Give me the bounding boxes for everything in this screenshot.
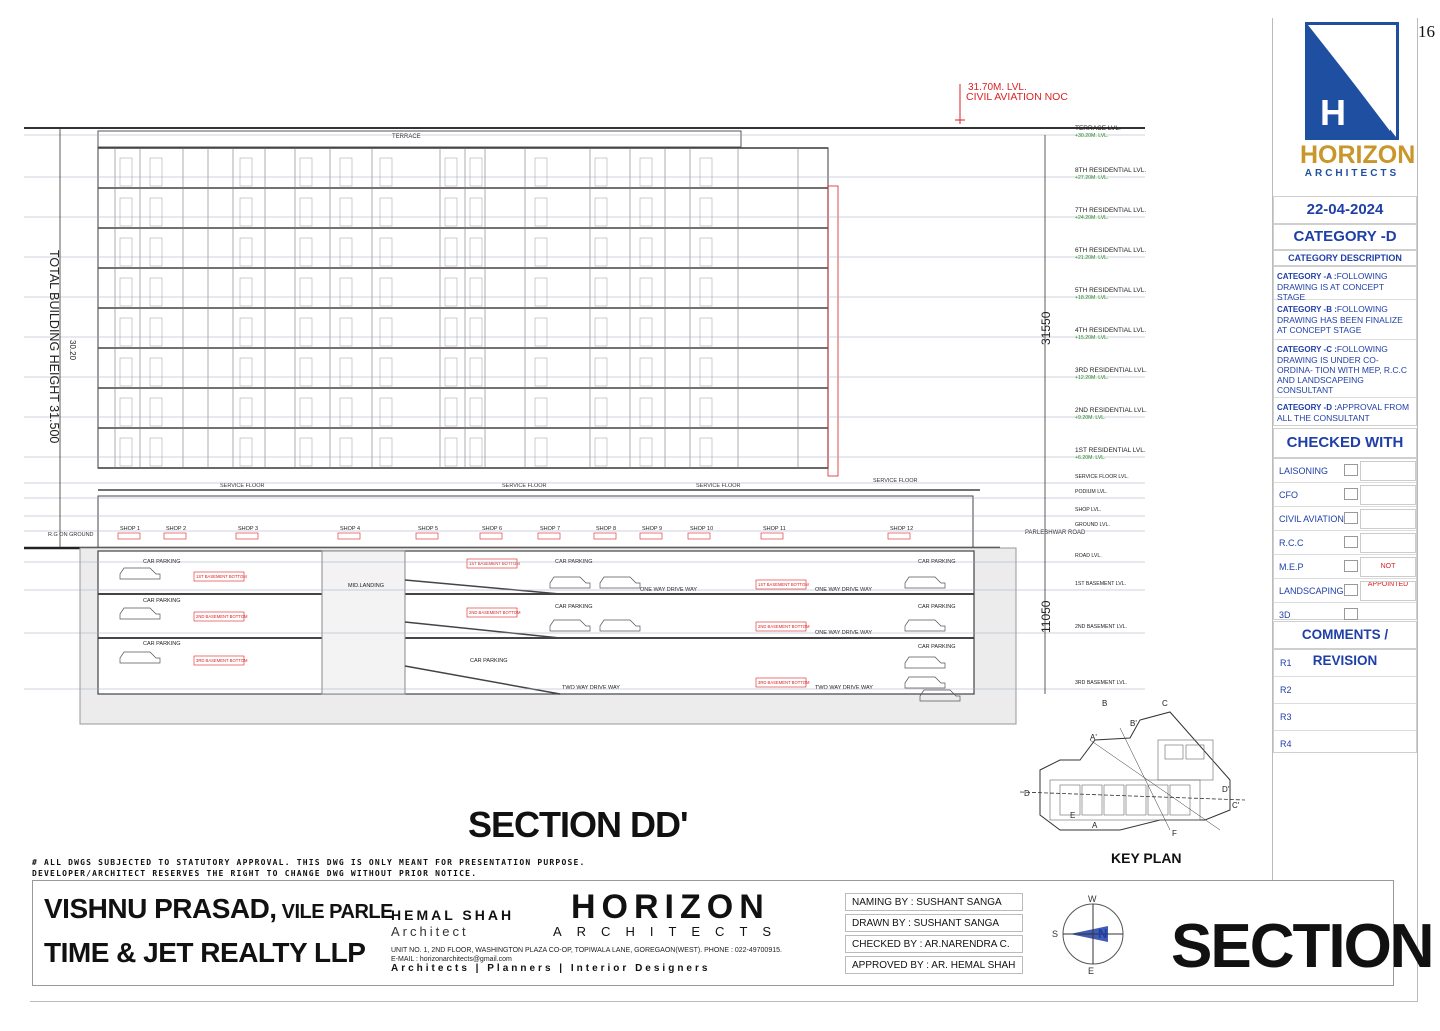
basement-annotation: CAR PARKING	[470, 658, 508, 664]
key-plan	[1020, 699, 1245, 838]
firm-address	[391, 946, 782, 964]
basement-annotation: CAR PARKING	[143, 559, 181, 565]
window	[120, 238, 132, 266]
checked-with-title: CHECKED WITH	[1273, 428, 1417, 458]
window	[445, 278, 457, 306]
level-name: 5TH RESIDENTIAL LVL.	[1075, 287, 1147, 294]
window	[595, 398, 607, 426]
shops-row	[98, 496, 973, 548]
basement-annotation: CAR PARKING	[918, 559, 956, 565]
sheet-border-right	[1417, 18, 1418, 1002]
window	[445, 198, 457, 226]
basement-annotation: CAR PARKING	[918, 604, 956, 610]
service-floor-label-3: SERVICE FLOOR	[696, 483, 741, 489]
window	[535, 278, 547, 306]
level-name: 7TH RESIDENTIAL LVL.	[1075, 207, 1147, 214]
level-name: 6TH RESIDENTIAL LVL.	[1075, 247, 1147, 254]
level-name: 3RD RESIDENTIAL LVL.	[1075, 367, 1147, 374]
level-value: +27.20M. LVL.	[1075, 175, 1109, 181]
window	[640, 318, 652, 346]
window	[120, 438, 132, 466]
basement-annotation: TWO WAY DRIVE WAY	[815, 685, 873, 691]
window	[535, 318, 547, 346]
road-label: PARLESHWAR ROAD	[1025, 530, 1086, 536]
shop-tag	[594, 533, 616, 539]
window	[700, 318, 712, 346]
shop-tag	[688, 533, 710, 539]
section-title: SECTION DD'	[468, 804, 688, 845]
window	[150, 438, 162, 466]
category-list	[1273, 266, 1417, 426]
shop-tag	[480, 533, 502, 539]
category-item: CATEGORY -C :FOLLOWING DRAWING IS UNDER CO-ORDINA- TION WITH MEP, R.C.C AND LANDSCAPEING CONSULTANT	[1274, 339, 1416, 397]
window	[150, 238, 162, 266]
check-row: LAISONING	[1274, 459, 1416, 482]
window	[595, 318, 607, 346]
shop-tag	[118, 533, 140, 539]
shop-tag	[416, 533, 438, 539]
basement-bottom-label: 2ND BASEMENT BOTTOM	[469, 610, 521, 615]
shop-label: SHOP 4	[340, 526, 361, 532]
window	[470, 158, 482, 186]
window	[380, 198, 392, 226]
basement-annotation: MID.LANDING	[348, 583, 385, 589]
revision-row: R3	[1274, 703, 1416, 730]
window	[595, 238, 607, 266]
shop-label: SHOP 3	[238, 526, 259, 532]
key-plan-letter: B	[1102, 699, 1108, 708]
dim-31550: 31550	[1039, 311, 1053, 345]
shop-tag	[338, 533, 360, 539]
shop-block	[98, 496, 973, 548]
check-row: CFO	[1274, 482, 1416, 506]
window	[380, 278, 392, 306]
window	[700, 358, 712, 386]
shop-label: SHOP 10	[690, 526, 714, 532]
window	[300, 398, 312, 426]
revision-row: R1	[1280, 658, 1292, 668]
project-name: VISHNU PRASAD, VILE PARLE	[44, 893, 393, 924]
basement-bottom-label: 3RD BASEMENT BOTTOM	[196, 658, 248, 663]
rg-on-ground: R.G ON GROUND	[48, 532, 94, 538]
window	[240, 358, 252, 386]
key-plan-letter: E	[1070, 811, 1076, 820]
firm-logo	[1300, 22, 1416, 182]
window	[150, 398, 162, 426]
email-line: E-MAIL : horizonarchitects@gmail.com	[391, 956, 512, 963]
service-floor-label-1: SERVICE FLOOR	[220, 483, 265, 489]
window	[700, 398, 712, 426]
window	[240, 238, 252, 266]
shop-label: SHOP 6	[482, 526, 503, 532]
window	[535, 238, 547, 266]
approved-by: APPROVED BY : AR. HEMAL SHAH	[845, 956, 1023, 974]
issue-date: 22-04-2024	[1273, 196, 1417, 224]
window	[470, 278, 482, 306]
level-name: 8TH RESIDENTIAL LVL.	[1075, 167, 1147, 174]
key-plan-label: KEY PLAN	[1111, 850, 1182, 866]
architect-role: Architect	[391, 924, 469, 939]
window	[240, 398, 252, 426]
window	[640, 438, 652, 466]
window	[445, 398, 457, 426]
window	[120, 358, 132, 386]
level-name: 3RD BASEMENT LVL.	[1075, 680, 1127, 686]
window	[640, 278, 652, 306]
window	[300, 438, 312, 466]
aviation-level: 31.70M. LVL.	[968, 82, 1027, 93]
level-name: 4TH RESIDENTIAL LVL.	[1075, 327, 1147, 334]
window	[240, 318, 252, 346]
window	[595, 158, 607, 186]
service-floor-label-2: SERVICE FLOOR	[502, 483, 547, 489]
window	[380, 238, 392, 266]
level-name: TERRACE LVL.	[1075, 125, 1121, 132]
firm-sub: ARCHITECTS	[553, 924, 787, 939]
compass-w: W	[1088, 894, 1097, 904]
check-box[interactable]	[1344, 560, 1358, 572]
logo-letter: H	[1316, 93, 1350, 133]
check-row: CIVIL AVIATION	[1274, 506, 1416, 530]
check-box[interactable]	[1344, 536, 1358, 548]
window	[700, 438, 712, 466]
window	[340, 398, 352, 426]
aviation-noc: CIVIL AVIATION NOC	[966, 91, 1068, 103]
category-item: CATEGORY -B :FOLLOWING DRAWING HAS BEEN FINALIZE AT CONCEPT STAGE	[1274, 299, 1416, 339]
window	[640, 158, 652, 186]
level-value: +9.20M. LVL.	[1075, 415, 1106, 421]
window	[340, 358, 352, 386]
basement-bottom-label: 2ND BASEMENT BOTTOM	[758, 624, 810, 629]
key-plan-letter: D'	[1222, 785, 1230, 794]
basement-annotation: CAR PARKING	[143, 641, 181, 647]
window	[445, 358, 457, 386]
logo-mark	[1305, 22, 1399, 140]
check-box[interactable]	[1344, 608, 1358, 620]
window	[300, 278, 312, 306]
window	[340, 438, 352, 466]
basement-annotation: ONE WAY DRIVE WAY	[815, 587, 873, 593]
level-value: +18.20M. LVL.	[1075, 295, 1109, 301]
north-compass-icon	[1048, 890, 1138, 978]
aviation-marker	[955, 82, 1068, 124]
window	[700, 158, 712, 186]
key-plan-letter: D	[1024, 789, 1030, 798]
check-box[interactable]	[1344, 464, 1358, 476]
basement-bottom-label: 3RD BASEMENT BOTTOM	[758, 680, 810, 685]
dim-3020: 30.20	[68, 340, 77, 361]
window	[340, 238, 352, 266]
window	[470, 438, 482, 466]
revision-row: R4	[1274, 730, 1416, 757]
window	[535, 158, 547, 186]
window	[445, 438, 457, 466]
category-item: CATEGORY -A :FOLLOWING DRAWING IS AT CONCEPT STAGE	[1277, 271, 1388, 302]
revision-list	[1273, 649, 1417, 753]
terrace-label: TERRACE	[392, 134, 421, 140]
basement-annotation: CAR PARKING	[555, 559, 593, 565]
window	[340, 318, 352, 346]
window	[300, 158, 312, 186]
window	[445, 158, 457, 186]
revision-row: R2	[1274, 676, 1416, 703]
window	[300, 358, 312, 386]
window	[150, 198, 162, 226]
level-name: PODIUM LVL.	[1075, 489, 1108, 495]
category: CATEGORY -D	[1273, 224, 1417, 250]
level-value: +6.20M. LVL.	[1075, 455, 1106, 461]
window	[445, 318, 457, 346]
level-value: +15.20M. LVL.	[1075, 335, 1109, 341]
page-number: 16	[1418, 22, 1435, 41]
category-item: CATEGORY -D :APPROVAL FROM ALL THE CONSULTANT	[1274, 397, 1416, 427]
window	[535, 398, 547, 426]
category-description-title: CATEGORY DESCRIPTION	[1273, 250, 1417, 266]
residential-floors	[98, 148, 838, 476]
level-name: 2ND BASEMENT LVL.	[1075, 624, 1127, 630]
level-value: +12.20M. LVL.	[1075, 375, 1109, 381]
check-row: M.E.P NOT APPOINTED	[1274, 554, 1416, 578]
basement-bottom-label: 1ST BASEMENT BOTTOM	[758, 582, 809, 587]
window	[595, 438, 607, 466]
shop-label: SHOP 2	[166, 526, 187, 532]
level-name: 1ST BASEMENT LVL.	[1075, 581, 1127, 587]
note-line: DEVELOPER/ARCHITECT RESERVES THE RIGHT TO CHANGE DWG WITHOUT PRIOR NOTICE.	[32, 869, 478, 878]
window	[150, 278, 162, 306]
firm-name: HORIZON	[571, 888, 770, 926]
window	[120, 158, 132, 186]
window	[700, 238, 712, 266]
window	[150, 318, 162, 346]
shop-label: SHOP 1	[120, 526, 141, 532]
window	[120, 278, 132, 306]
window	[470, 318, 482, 346]
window	[535, 358, 547, 386]
shop-label: SHOP 12	[890, 526, 914, 532]
checked-by: CHECKED BY : AR.NARENDRA C.	[845, 935, 1023, 953]
window	[380, 318, 392, 346]
level-name: SERVICE FLOOR LVL.	[1075, 474, 1129, 480]
shop-label: SHOP 8	[596, 526, 617, 532]
level-value: +24.20M. LVL.	[1075, 215, 1109, 221]
check-row: LANDSCAPING	[1274, 578, 1416, 602]
firm-tagline: Architects | Planners | Interior Designers	[391, 963, 711, 974]
level-name: ROAD LVL.	[1075, 553, 1102, 559]
basement-annotation: CAR PARKING	[918, 644, 956, 650]
window	[380, 158, 392, 186]
level-value: +21.20M. LVL.	[1075, 255, 1109, 261]
shop-label: SHOP 9	[642, 526, 663, 532]
check-row: R.C.C	[1274, 530, 1416, 554]
window	[340, 198, 352, 226]
level-name: 1ST RESIDENTIAL LVL.	[1075, 447, 1146, 454]
address-line: UNIT NO. 1, 2ND FLOOR, WASHINGTON PLAZA CO-OP, TOPIWALA LANE, GOREGAON(WEST). PHONE : 022-49700915.	[391, 947, 782, 954]
note-line: # ALL DWGS SUBJECTED TO STATUTORY APPROVAL. THIS DWG IS ONLY MEANT FOR PRESENTATION PURPOSE.	[32, 858, 586, 867]
window	[470, 358, 482, 386]
basement-annotation: TWO WAY DRIVE WAY	[562, 685, 620, 691]
basement-annotation: CAR PARKING	[143, 598, 181, 604]
shop-tag	[164, 533, 186, 539]
total-building-height: TOTAL BUILDING HEIGHT 31.500	[47, 250, 61, 444]
check-box[interactable]	[1344, 512, 1358, 524]
shop-label: SHOP 11	[763, 526, 786, 532]
dim-11050: 11050	[1039, 600, 1053, 633]
window	[380, 358, 392, 386]
window	[640, 198, 652, 226]
window	[700, 278, 712, 306]
window	[240, 438, 252, 466]
check-box[interactable]	[1344, 584, 1358, 596]
window	[700, 198, 712, 226]
sheet-border-bottom	[30, 1001, 1418, 1002]
basement-annotation: ONE WAY DRIVE WAY	[640, 587, 698, 593]
shop-tag	[640, 533, 662, 539]
window	[640, 238, 652, 266]
key-plan-letter: F	[1172, 829, 1177, 838]
window	[380, 398, 392, 426]
key-plan-letter: C	[1162, 699, 1168, 708]
window	[340, 278, 352, 306]
developer-name: TIME & JET REALTY LLP	[44, 937, 366, 968]
window	[445, 238, 457, 266]
level-name: GROUND LVL.	[1075, 522, 1110, 528]
project-location: VILE PARLE	[276, 901, 393, 923]
checked-with-list	[1273, 458, 1417, 620]
disclaimer-note	[32, 857, 586, 879]
shop-tag	[888, 533, 910, 539]
service-shaft	[828, 186, 838, 476]
shop-label: SHOP 5	[418, 526, 439, 532]
check-box[interactable]	[1344, 488, 1358, 500]
compass-e: E	[1088, 966, 1095, 976]
sheet-title: SECTION	[1171, 912, 1433, 981]
window	[595, 198, 607, 226]
window	[120, 198, 132, 226]
drawn-by: DRAWN BY : SUSHANT SANGA	[845, 914, 1023, 932]
logo-sub: ARCHITECTS	[1304, 168, 1400, 179]
comments-title: COMMENTS / REVISION	[1273, 621, 1417, 649]
basement-bottom-label: 2ND BASEMENT BOTTOM	[196, 614, 248, 619]
window	[470, 198, 482, 226]
window	[240, 278, 252, 306]
basement-annotation: ONE WAY DRIVE WAY	[815, 630, 873, 636]
window	[240, 158, 252, 186]
window	[640, 358, 652, 386]
window	[240, 198, 252, 226]
window	[150, 358, 162, 386]
window	[470, 238, 482, 266]
naming-by: NAMING BY : SUSHANT SANGA	[845, 893, 1023, 911]
window	[150, 158, 162, 186]
level-name: 2ND RESIDENTIAL LVL.	[1075, 407, 1147, 414]
service-floor-label-4: SERVICE FLOOR	[873, 478, 918, 484]
window	[595, 278, 607, 306]
check-row: 3D	[1274, 602, 1416, 626]
shop-tag	[761, 533, 783, 539]
compass-s: S	[1052, 929, 1059, 939]
basement-bottom-label: 1ST BASEMENT BOTTOM	[196, 574, 247, 579]
shop-label: SHOP 7	[540, 526, 561, 532]
logo-name: HORIZON	[1300, 141, 1416, 169]
compass-n: N	[1098, 926, 1108, 941]
basement-annotation: CAR PARKING	[555, 604, 593, 610]
architect-name: HEMAL SHAH	[391, 907, 515, 923]
window	[535, 438, 547, 466]
window	[300, 198, 312, 226]
basement-bottom-label: 1ST BASEMENT BOTTOM	[469, 561, 520, 566]
window	[300, 318, 312, 346]
window	[300, 238, 312, 266]
level-value: +30.20M. LVL.	[1075, 133, 1109, 139]
window	[640, 398, 652, 426]
level-name: SHOP LVL.	[1075, 507, 1102, 513]
window	[595, 358, 607, 386]
window	[380, 438, 392, 466]
key-plan-letter: B'	[1130, 719, 1137, 728]
window	[535, 198, 547, 226]
key-plan-letter: A'	[1090, 733, 1097, 742]
key-plan-letter: A	[1092, 821, 1098, 830]
shop-tag	[236, 533, 258, 539]
window	[470, 398, 482, 426]
window	[120, 318, 132, 346]
window	[120, 398, 132, 426]
window	[340, 158, 352, 186]
shop-tag	[538, 533, 560, 539]
key-plan-letter: C'	[1232, 801, 1240, 810]
